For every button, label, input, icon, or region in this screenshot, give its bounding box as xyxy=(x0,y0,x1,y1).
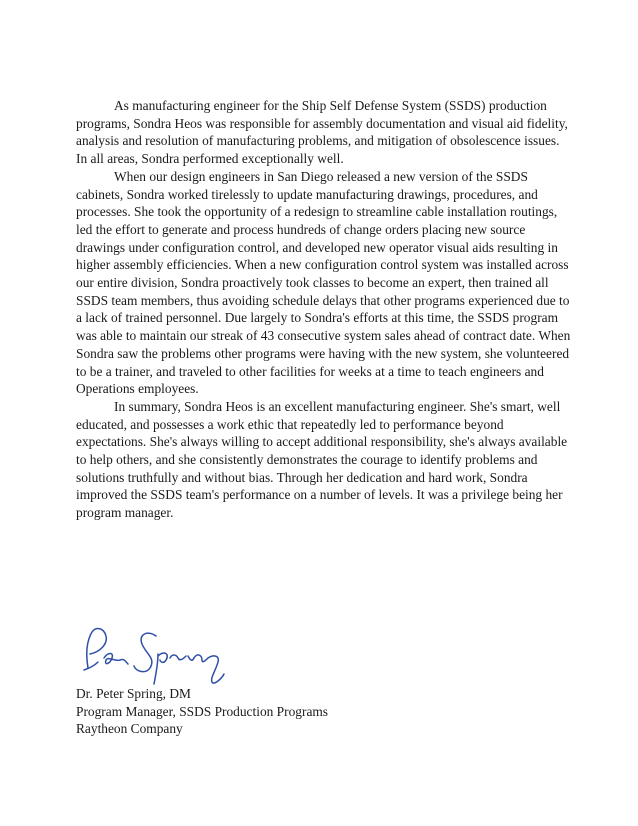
paragraph-accomplishments: When our design engineers in San Diego released a new version of the SSDS cabinets, Sondra worked tirelessly to update manufacturing drawings, procedures, and processes. She took the opportunity of a redesign to streamline cable installation routings, led the effort to generate and process hundreds of change orders placing new source drawings under configuration control, and developed new operator visual aids resulting in higher assembly efficiencies. When a new configuration control system was installed across our entire division, Sondra proactively took classes to become an expert, then trained all SSDS team members, thus avoiding schedule delays that other programs experienced due to a lack of trained personnel. Due largely to Sondra's efforts at this time, the SSDS program was able to maintain our streak of 43 consecutive system sales ahead of contract date. When Sondra saw the problems other programs were having with the new system, she volunteered to be a trainer, and traveled to other facilities for weeks at a time to teach engineers and Operations employees. xyxy=(76,168,571,397)
signature-block xyxy=(76,685,328,738)
paragraph-intro: As manufacturing engineer for the Ship Self Defense System (SSDS) production programs, Sondra Heos was responsible for assembly documentation and visual aid fidelity, analysis and resolution of manufacturing problems, and mitigation of obsolescence issues. In all areas, Sondra performed exceptionally well. xyxy=(76,98,568,167)
signature-drawing xyxy=(74,618,234,688)
letter-body xyxy=(76,97,572,522)
handwritten-signature xyxy=(74,618,234,688)
paragraph-summary: In summary, Sondra Heos is an excellent manufacturing engineer. She's smart, well educated, and possesses a work ethic that repeatedly led to performance beyond expectations. She's always willing to accept additional responsibility, she's always available to help others, and she consistently demonstrates the courage to identify problems and solutions truthfully and without bias. Through her dedication and hard work, Sondra improved the SSDS team's performance on a number of levels. It was a privilege being her program manager. xyxy=(76,398,568,521)
signer-name: Dr. Peter Spring, DM xyxy=(76,686,191,701)
signer-title: Program Manager, SSDS Production Programs xyxy=(76,703,329,719)
signer-company: Raytheon Company xyxy=(76,721,183,737)
